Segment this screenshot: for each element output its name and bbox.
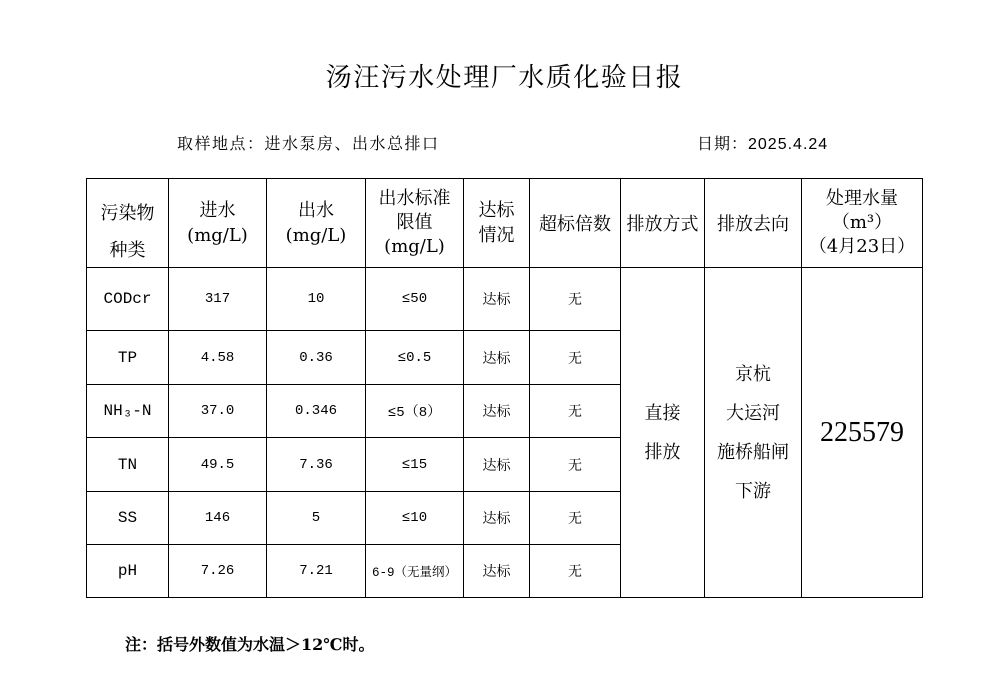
cell-effluent: 0.36 [267, 331, 366, 385]
cell-exceed-ratio: 无 [530, 268, 621, 331]
cell-effluent: 10 [267, 268, 366, 331]
header-effluent [267, 179, 366, 268]
cell-pollutant: TN [87, 438, 169, 492]
header-line: 达标 [478, 200, 515, 221]
header-line: 污染物 [100, 203, 155, 224]
header-treated-volume [802, 179, 923, 268]
cell-influent: 146 [169, 492, 267, 545]
header-discharge-destination [705, 179, 802, 268]
header-pollutant [87, 179, 169, 268]
header-text [87, 195, 168, 268]
cell-exceed-ratio: 无 [530, 545, 621, 598]
cell-pollutant: SS [87, 492, 169, 545]
sampling-location: 取样地点：进水泵房、出水总排口 [177, 136, 440, 153]
cell-limit: ≤5（8） [366, 385, 464, 438]
header-line: 超标倍数 [539, 214, 611, 235]
cell-limit: 6-9（无量纲） [366, 545, 464, 598]
cell-limit: ≤0.5 [366, 331, 464, 385]
header-line: 排放去向 [717, 214, 789, 235]
cell-compliance: 达标 [464, 545, 530, 598]
table-row [87, 268, 923, 331]
cell-influent: 317 [169, 268, 267, 331]
discharge-destination-cell [705, 268, 802, 598]
cell-effluent: 7.36 [267, 438, 366, 492]
cell-influent: 7.26 [169, 545, 267, 598]
cell-exceed-ratio: 无 [530, 331, 621, 385]
cell-compliance: 达标 [464, 331, 530, 385]
header-line: 限值 [396, 212, 433, 233]
cell-influent: 37.0 [169, 385, 267, 438]
discharge-mode-cell [621, 268, 705, 598]
header-line: (mg/L) [384, 236, 445, 257]
water-quality-table [86, 178, 923, 598]
cell-limit: ≤15 [366, 438, 464, 492]
header-line: 种类 [109, 240, 146, 261]
discharge-destination-line: 施桥船闸 [717, 441, 789, 463]
header-line: 情况 [478, 225, 515, 246]
report-date: 日期：2025.4.24 [697, 136, 829, 153]
cell-compliance: 达标 [464, 268, 530, 331]
cell-influent: 4.58 [169, 331, 267, 385]
cell-exceed-ratio: 无 [530, 492, 621, 545]
header-line: (mg/L) [285, 225, 347, 246]
header-line: （m³） [831, 212, 893, 233]
cell-compliance: 达标 [464, 438, 530, 492]
cell-pollutant: CODcr [87, 268, 169, 331]
discharge-destination-line: 下游 [735, 480, 771, 502]
header-exceed-ratio [530, 179, 621, 268]
cell-limit: ≤10 [366, 492, 464, 545]
discharge-mode-line: 直接 [644, 402, 681, 424]
cell-compliance: 达标 [464, 492, 530, 545]
footnote: 注：括号外数值为水温＞12℃时。 [125, 635, 375, 654]
cell-exceed-ratio: 无 [530, 438, 621, 492]
cell-effluent: 5 [267, 492, 366, 545]
header-row [87, 179, 923, 268]
header-influent [169, 179, 267, 268]
page-title: 汤汪污水处理厂水质化验日报 [325, 62, 684, 92]
header-line: (mg/L) [187, 225, 248, 246]
cell-influent: 49.5 [169, 438, 267, 492]
header-line: 处理水量 [826, 188, 898, 209]
header-line: 出水 [298, 200, 334, 221]
cell-pollutant: pH [87, 545, 169, 598]
cell-pollutant: TP [87, 331, 169, 385]
header-line: 出水标准 [378, 188, 451, 209]
cell-exceed-ratio: 无 [530, 385, 621, 438]
cell-limit: ≤50 [366, 268, 464, 331]
header-line: 排放方式 [626, 214, 699, 235]
cell-effluent: 0.346 [267, 385, 366, 438]
header-line: 进水 [199, 200, 236, 221]
cell-effluent: 7.21 [267, 545, 366, 598]
header-compliance [464, 179, 530, 268]
treated-volume-cell: 225579 [802, 268, 923, 598]
header-limit [366, 179, 464, 268]
discharge-destination-line: 大运河 [726, 402, 780, 424]
discharge-mode-line: 排放 [644, 441, 681, 463]
header-discharge-mode [621, 179, 705, 268]
cell-compliance: 达标 [464, 385, 530, 438]
cell-pollutant: NH₃-N [87, 385, 169, 438]
discharge-destination-line: 京杭 [735, 363, 771, 385]
header-line: （4月23日） [808, 236, 916, 257]
